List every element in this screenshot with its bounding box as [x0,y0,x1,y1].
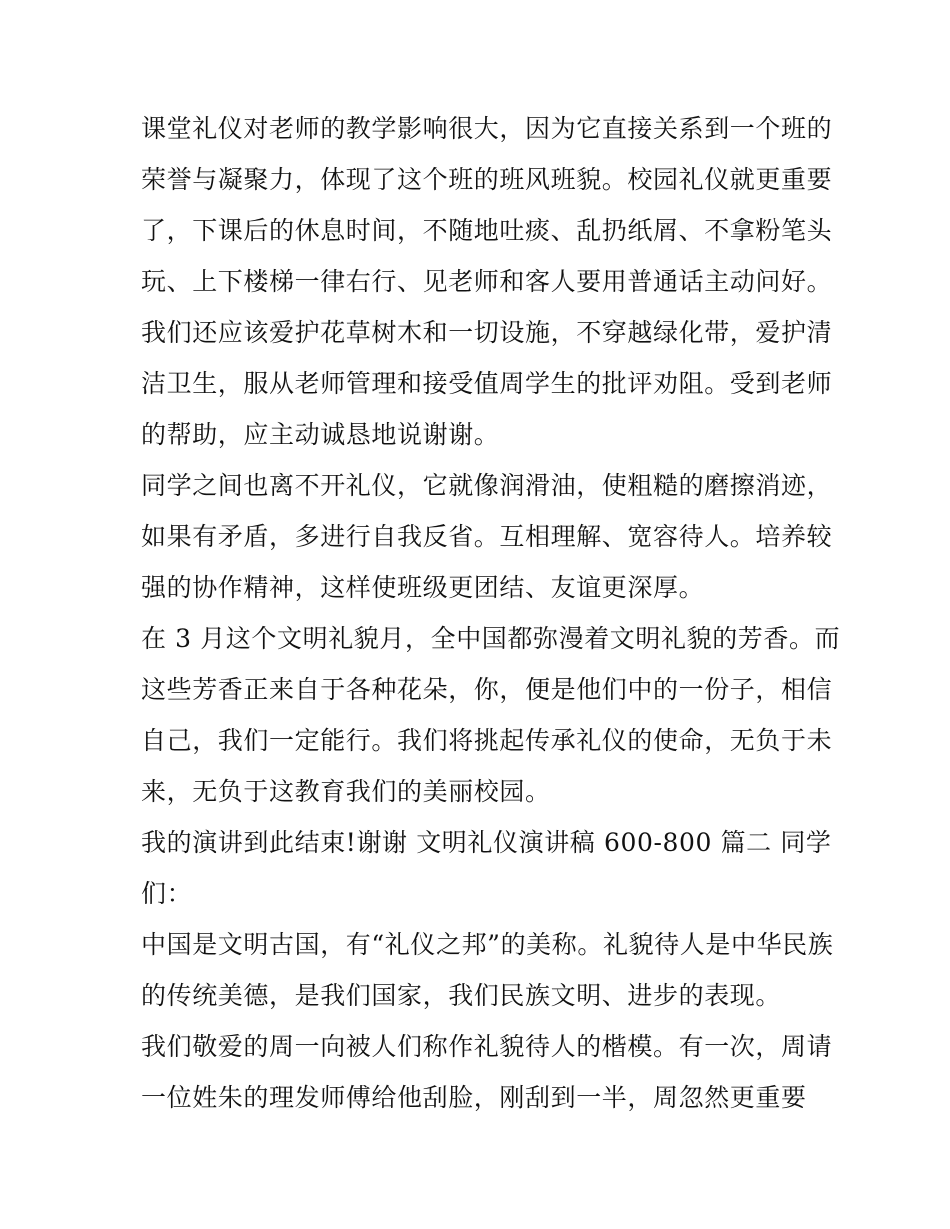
text-line: 中国是文明古国，有“礼仪之邦”的美称。礼貌待人是中华民族 [141,930,834,959]
text-line: 来，无负于这教育我们的美丽校园。 [141,777,551,806]
text-line: 一位姓朱的理发师傅给他刮脸，刚刮到一半，周忽然更重要 [141,1083,807,1112]
text-line: 这些芳香正来自于各种花朵，你，便是他们中的一份子，相信 [141,675,833,704]
text-line: 洁卫生，服从老师管理和接受值周学生的批评劝阻。受到老师 [141,369,833,398]
text-line: 我们还应该爱护花草树木和一切设施，不穿越绿化带，爱护清 [141,318,833,347]
text-line: 我的演讲到此结束!谢谢 文明礼仪演讲稿 600-800 篇二 同学 [141,828,832,857]
text-line: 玩、上下楼梯一律右行、见老师和客人要用普通话主动问好。 [141,267,833,296]
text-line: 们： [141,879,193,908]
text-line: 了，下课后的休息时间，不随地吐痰、乱扔纸屑、不拿粉笔头 [141,216,833,245]
text-line: 我们敬爱的周一向被人们称作礼貌待人的楷模。有一次，周请 [141,1032,833,1061]
text-line: 同学之间也离不开礼仪，它就像润滑油，使粗糙的磨擦消迹， [141,471,833,500]
text-line: 强的协作精神，这样使班级更团结、友谊更深厚。 [141,573,705,602]
text-line: 的传统美德，是我们国家，我们民族文明、进步的表现。 [141,981,782,1010]
text-line: 课堂礼仪对老师的教学影响很大，因为它直接关系到一个班的 [141,114,833,143]
text-line: 如果有矛盾，多进行自我反省。互相理解、宽容待人。培养较 [141,522,833,551]
text-line: 的帮助，应主动诚恳地说谢谢。 [141,420,500,449]
text-line: 在 3 月这个文明礼貌月，全中国都弥漫着文明礼貌的芳香。而 [141,624,841,653]
text-line: 自己，我们一定能行。我们将挑起传承礼仪的使命，无负于未 [141,726,833,755]
text-line: 荣誉与凝聚力，体现了这个班的班风班貌。校园礼仪就更重要 [141,165,833,194]
